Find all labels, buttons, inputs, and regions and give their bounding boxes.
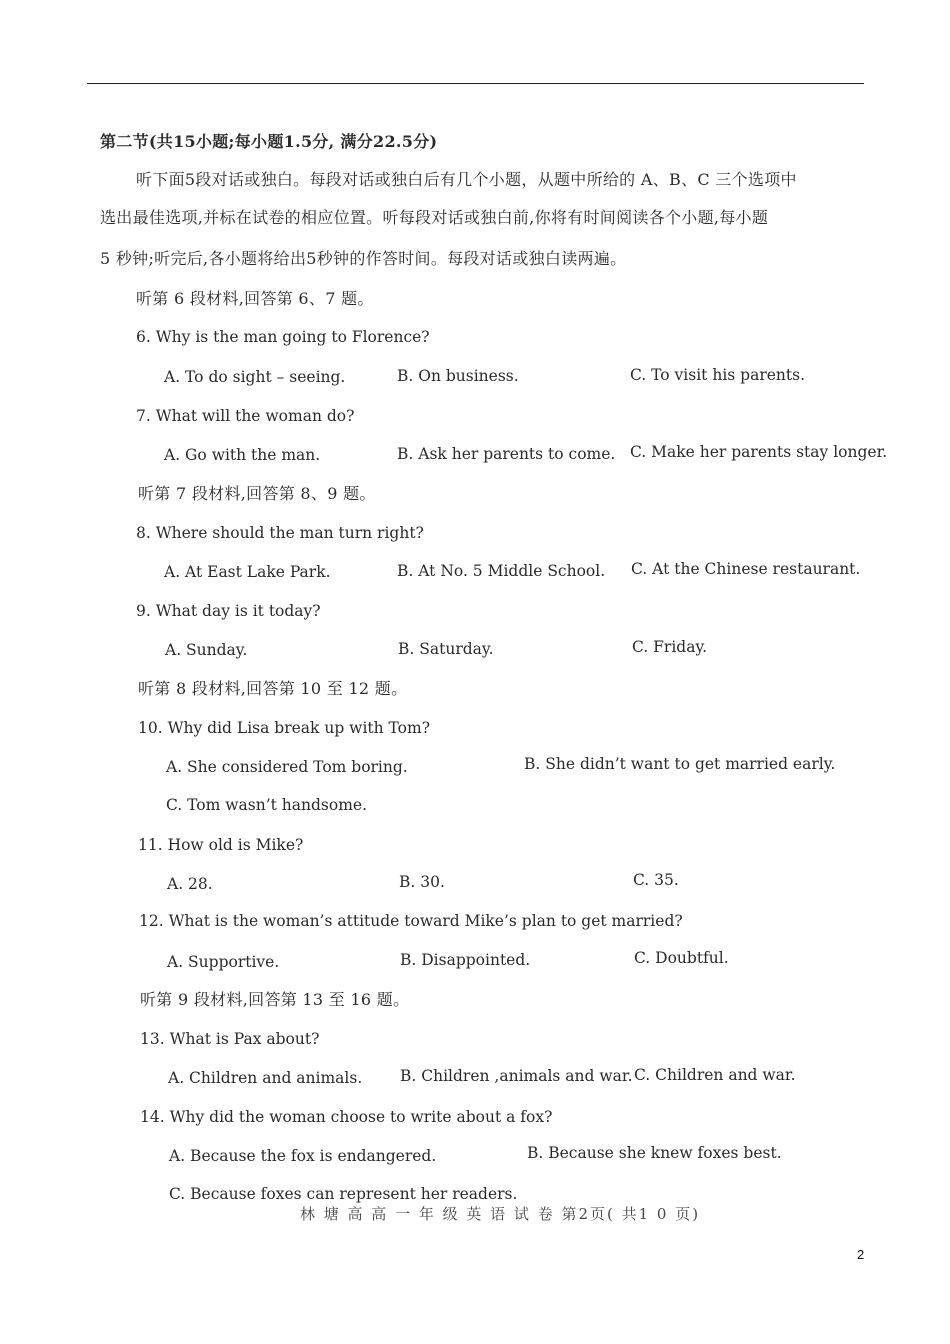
option-b: B. Saturday. [398,640,494,658]
header-rule [87,83,864,84]
option-a: A. At East Lake Park. [164,563,331,581]
option-c: C. Because foxes can represent her readers. [169,1185,518,1203]
option-b: B. Children ,animals and war. [400,1067,633,1085]
option-b: B. Ask her parents to come. [397,445,616,463]
group-intro: 听第 7 段材料,回答第 8、9 题。 [138,484,376,503]
section-heading: 第二节(共15小题;每小题1.5分, 满分22.5分) [100,132,438,151]
group-intro: 听第 8 段材料,回答第 10 至 12 题。 [138,679,408,698]
option-a: A. To do sight – seeing. [164,368,346,386]
option-b: B. Disappointed. [400,951,531,969]
question-stem: 7. What will the woman do? [136,407,355,425]
footer-text: 林 塘 高 高 一 年 级 英 语 试 卷 第2页( 共1 0 页) [300,1205,701,1223]
page-number: 2 [857,1247,865,1262]
option-b: B. At No. 5 Middle School. [397,562,606,580]
question-stem: 12. What is the woman’s attitude toward Mike’s plan to get married? [139,912,683,930]
question-stem: 14. Why did the woman choose to write about a fox? [140,1108,553,1126]
instruction-line: 5 秒钟;听完后,各小题将给出5秒钟的作答时间。每段对话或独白读两遍。 [100,249,627,268]
option-c: C. Make her parents stay longer. [630,443,888,461]
option-c: C. Children and war. [634,1066,796,1084]
option-a: A. Children and animals. [168,1069,363,1087]
option-c: C. To visit his parents. [630,366,805,384]
question-stem: 10. Why did Lisa break up with Tom? [138,719,431,737]
option-c: C. Doubtful. [634,949,729,967]
option-b: B. Because she knew foxes best. [527,1144,782,1162]
option-c: C. Friday. [632,638,708,656]
option-b: B. She didn’t want to get married early. [524,755,836,773]
instruction-line: 选出最佳选项,并标在试卷的相应位置。听每段对话或独白前,你将有时间阅读各个小题,每小题 [100,208,769,227]
question-stem: 6. Why is the man going to Florence? [136,328,430,346]
instruction-line: 听下面5段对话或独白。每段对话或独白后有几个小题，从题中所给的 A、B、C 三个选项中 [136,170,797,189]
option-c: C. Tom wasn’t handsome. [166,796,367,814]
question-stem: 9. What day is it today? [136,602,321,620]
page-footer-clipped [300,1205,701,1223]
option-a: A. Supportive. [167,953,280,971]
option-c: C. 35. [633,871,679,889]
option-b: B. On business. [397,367,519,385]
question-stem: 8. Where should the man turn right? [136,524,424,542]
option-a: A. She considered Tom boring. [166,758,408,776]
question-stem: 11. How old is Mike? [138,836,304,854]
option-a: A. Because the fox is endangered. [169,1147,437,1165]
option-a: A. 28. [167,875,213,893]
group-intro: 听第 6 段材料,回答第 6、7 题。 [136,289,374,308]
option-a: A. Go with the man. [164,446,321,464]
question-stem: 13. What is Pax about? [140,1030,320,1048]
group-intro: 听第 9 段材料,回答第 13 至 16 题。 [140,990,410,1009]
option-c: C. At the Chinese restaurant. [631,560,861,578]
option-a: A. Sunday. [165,641,248,659]
option-b: B. 30. [399,873,445,891]
